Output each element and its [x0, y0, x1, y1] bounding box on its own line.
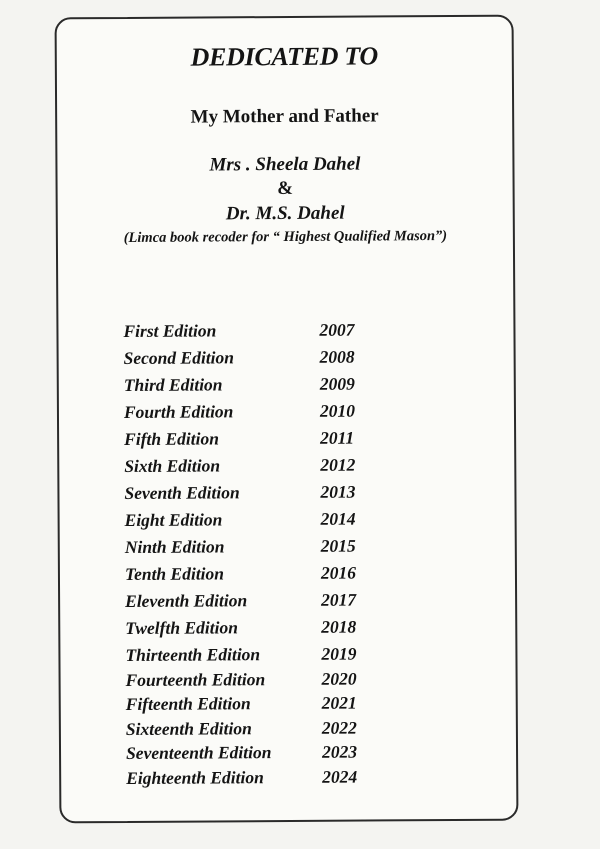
edition-year: 2011 — [320, 427, 355, 448]
dedicatee-ampersand: & — [277, 177, 294, 200]
edition-year: 2024 — [322, 766, 358, 787]
edition-row — [124, 427, 384, 456]
edition-name: Twelfth Edition — [125, 617, 238, 638]
edition-row — [125, 589, 385, 618]
edition-name: Sixth Edition — [124, 455, 221, 476]
edition-year: 2009 — [319, 373, 355, 394]
edition-row — [125, 616, 385, 645]
edition-name: Eleventh Edition — [125, 590, 248, 611]
edition-name: Eight Edition — [124, 509, 223, 530]
edition-name: Fourteenth Edition — [125, 668, 266, 690]
edition-year: 2008 — [319, 346, 355, 367]
edition-year: 2021 — [321, 692, 357, 713]
dedicatee-note: (Limca book recoder for “ Highest Qualified Mason”) — [123, 228, 448, 246]
edition-row — [124, 481, 384, 510]
edition-year: 2010 — [319, 400, 356, 421]
edition-row — [125, 643, 385, 669]
edition-year: 2019 — [321, 643, 357, 664]
edition-name: Second Edition — [123, 347, 235, 368]
edition-row — [125, 535, 385, 564]
edition-name: Fifteenth Edition — [125, 693, 251, 714]
edition-name: Fourth Edition — [123, 401, 234, 422]
edition-name: Ninth Edition — [124, 536, 225, 557]
edition-row — [126, 741, 386, 767]
edition-year: 2012 — [320, 454, 356, 475]
edition-row — [125, 508, 385, 537]
edition-year: 2017 — [321, 589, 357, 610]
edition-row — [124, 454, 384, 483]
edition-row — [126, 717, 386, 743]
edition-year: 2014 — [320, 508, 356, 529]
edition-year: 2020 — [321, 668, 357, 689]
page-title: DEDICATED TO — [190, 41, 379, 72]
edition-year: 2007 — [319, 319, 355, 340]
edition-name: Fifth Edition — [124, 428, 220, 449]
edition-row — [124, 346, 384, 375]
edition-name: Tenth Edition — [124, 563, 225, 584]
edition-name: Thirteenth Edition — [125, 644, 261, 665]
edition-name: Sixteenth Edition — [125, 717, 252, 739]
edition-name: Eighteenth Edition — [126, 766, 264, 788]
edition-year: 2022 — [321, 717, 357, 738]
dedicatee-father: Dr. M.S. Dahel — [225, 202, 345, 225]
edition-row — [126, 692, 386, 718]
edition-row — [124, 373, 384, 402]
dedicatee-mother: Mrs . Sheela Dahel — [209, 153, 361, 176]
edition-year: 2016 — [320, 562, 357, 583]
edition-row — [123, 319, 383, 348]
edition-row — [126, 668, 386, 694]
edition-row — [125, 562, 385, 591]
edition-name: First Edition — [123, 320, 217, 341]
edition-year: 2015 — [320, 535, 356, 556]
edition-year: 2013 — [320, 481, 356, 502]
edition-name: Seventh Edition — [124, 482, 240, 503]
edition-row — [126, 766, 386, 792]
edition-year: 2018 — [321, 616, 357, 637]
edition-row — [124, 400, 384, 429]
edition-list — [123, 319, 386, 792]
edition-name: Third Edition — [123, 374, 223, 395]
edition-name: Seventeenth Edition — [125, 742, 272, 763]
dedication-subtitle: My Mother and Father — [190, 105, 379, 128]
edition-year: 2023 — [321, 741, 358, 762]
dedication-page-frame — [55, 15, 519, 824]
